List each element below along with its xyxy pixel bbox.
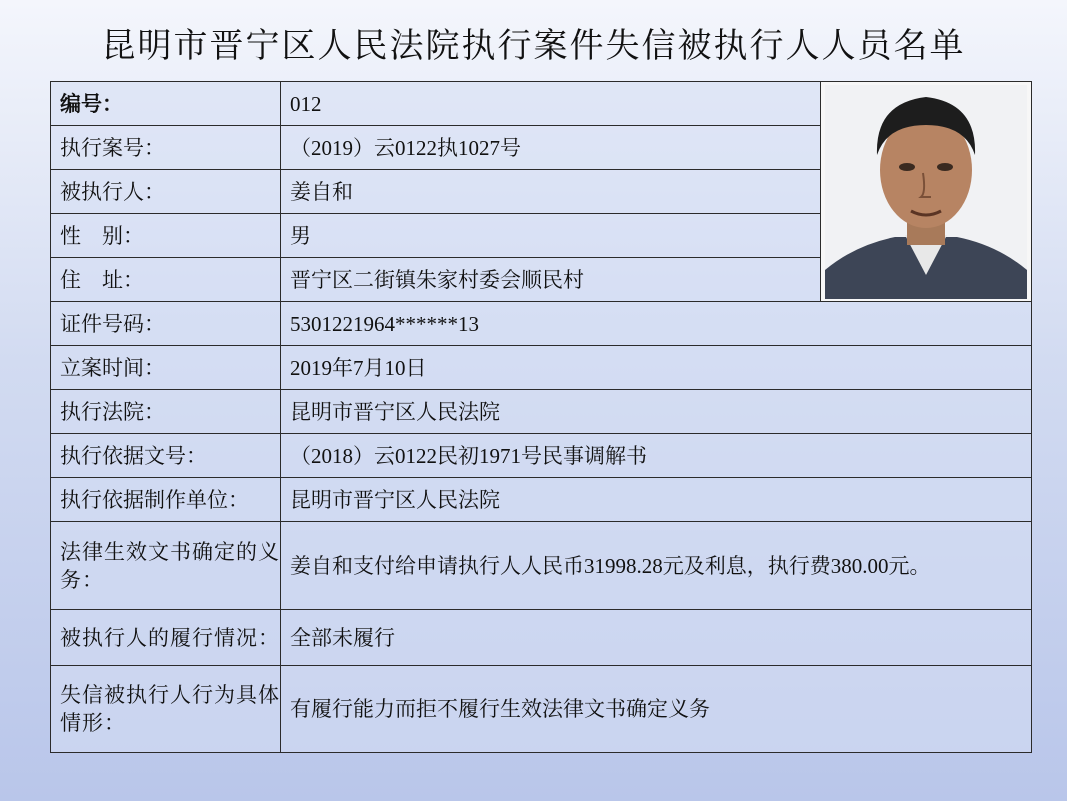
- value-gender: 男: [281, 214, 821, 258]
- value-person: 姜自和: [281, 170, 821, 214]
- label-id: 编号：: [51, 82, 281, 126]
- value-address: 晋宁区二街镇朱家村委会顺民村: [281, 258, 821, 302]
- label-court: 执行法院：: [51, 390, 281, 434]
- label-person: 被执行人：: [51, 170, 281, 214]
- table-row: [51, 390, 1032, 434]
- info-table: [50, 81, 1032, 753]
- label-gender: 性 别：: [51, 214, 281, 258]
- label-basis-number: 执行依据文号：: [51, 434, 281, 478]
- table-row: [51, 610, 1032, 666]
- label-id-number: 证件号码：: [51, 302, 281, 346]
- table-row: [51, 434, 1032, 478]
- value-basis-number: （2018）云0122民初1971号民事调解书: [281, 434, 1032, 478]
- label-case-number: 执行案号：: [51, 126, 281, 170]
- page-title: 昆明市晋宁区人民法院执行案件失信被执行人人员名单: [101, 28, 966, 65]
- table-row: [51, 302, 1032, 346]
- value-dishonesty: 有履行能力而拒不履行生效法律文书确定义务: [281, 666, 1032, 753]
- person-photo: [825, 85, 1027, 299]
- table-row: [51, 346, 1032, 390]
- value-performance: 全部未履行: [281, 610, 1032, 666]
- value-court: 昆明市晋宁区人民法院: [281, 390, 1032, 434]
- photo-cell: [821, 82, 1032, 302]
- table-row: [51, 522, 1032, 610]
- person-photo-icon: [825, 85, 1027, 299]
- value-id-number: 5301221964******13: [281, 302, 1032, 346]
- table-row: [51, 666, 1032, 753]
- label-performance: 被执行人的履行情况：: [51, 610, 281, 666]
- table-row: [51, 82, 1032, 126]
- label-dishonesty: 失信被执行人行为具体情形：: [51, 666, 281, 753]
- value-case-number: （2019）云0122执1027号: [281, 126, 821, 170]
- label-address: 住 址：: [51, 258, 281, 302]
- value-obligation: 姜自和支付给申请执行人人民币31998.28元及利息，执行费380.00元。: [281, 522, 1032, 610]
- value-basis-unit: 昆明市晋宁区人民法院: [281, 478, 1032, 522]
- label-basis-unit: 执行依据制作单位：: [51, 478, 281, 522]
- value-id: 012: [281, 82, 821, 126]
- label-filing-date: 立案时间：: [51, 346, 281, 390]
- label-obligation: 法律生效文书确定的义务：: [51, 522, 281, 610]
- table-row: [51, 478, 1032, 522]
- value-filing-date: 2019年7月10日: [281, 346, 1032, 390]
